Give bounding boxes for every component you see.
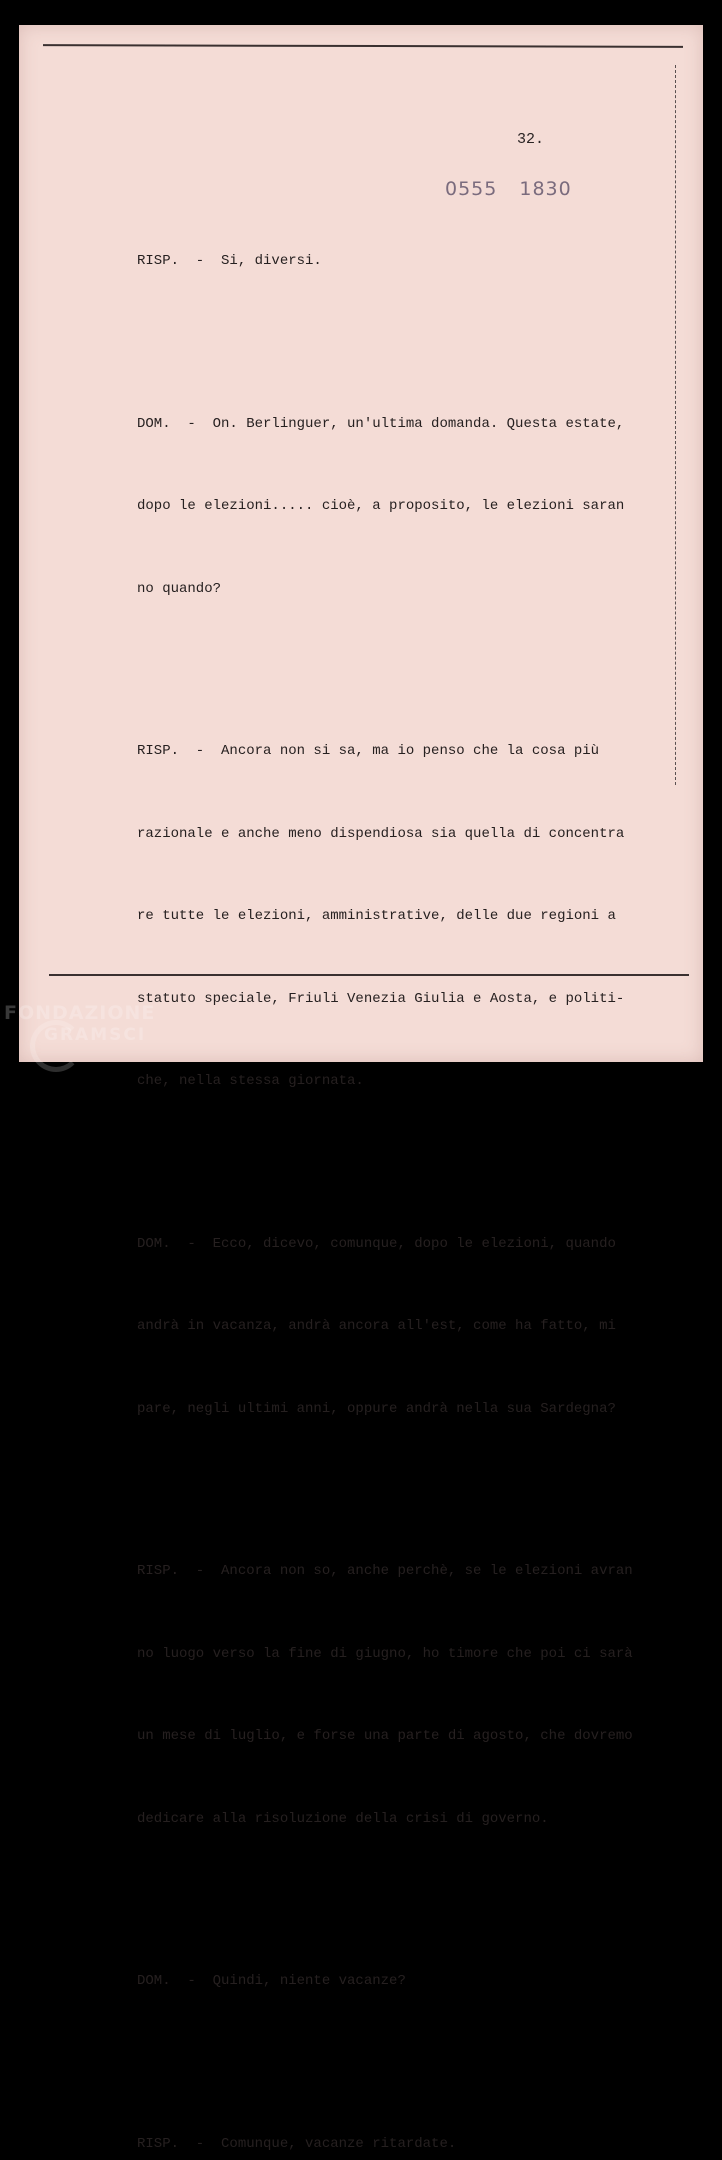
foundation-watermark <box>4 1002 155 1046</box>
text-line: statuto speciale, Friuli Venezia Giulia e Aosta, e politi- <box>137 986 637 1014</box>
text-line: RISP. - Ancora non so, anche perchè, se le elezioni avran <box>137 1558 637 1586</box>
text-line: dedicare alla risoluzione della crisi di governo. <box>137 1806 637 1834</box>
paragraph <box>137 683 637 1151</box>
document-page <box>19 25 703 1062</box>
top-rule <box>43 44 683 48</box>
right-margin-rule <box>675 65 677 785</box>
text-line: DOM. - On. Berlinguer, un'ultima domanda. Questa estate, <box>137 411 637 439</box>
text-line: andrà in vacanza, andrà ancora all'est, come ha fatto, mi <box>137 1313 637 1341</box>
text-line: un mese di luglio, e forse una parte di agosto, che dovremo <box>137 1723 637 1751</box>
paragraph <box>137 2076 637 2160</box>
text-line: DOM. - Quindi, niente vacanze? <box>137 1968 637 1996</box>
stamp-left-number: 0555 <box>445 178 497 200</box>
text-line: che, nella stessa giornata. <box>137 1068 637 1096</box>
text-line: dopo le elezioni..... cioè, a proposito, le elezioni saran <box>137 493 637 521</box>
stamp-right-number: 1830 <box>519 178 571 200</box>
bottom-rule <box>49 974 689 976</box>
watermark-line-2: GRAMSCI <box>44 1024 155 1046</box>
text-line: razionale e anche meno dispendiosa sia quella di concentra <box>137 821 637 849</box>
text-line: re tutte le elezioni, amministrative, delle due regioni a <box>137 903 637 931</box>
watermark-line-1: FONDAZIONE <box>4 1002 155 1024</box>
page-number: 32. <box>517 131 544 148</box>
text-line: RISP. - Ancora non si sa, ma io penso che la cosa più <box>137 738 637 766</box>
text-line: no luogo verso la fine di giugno, ho timore che poi ci sarà <box>137 1641 637 1669</box>
paragraph <box>137 1176 637 1479</box>
text-line: no quando? <box>137 576 637 604</box>
text-line: DOM. - Ecco, dicevo, comunque, dopo le elezioni, quando <box>137 1231 637 1259</box>
transcript-body <box>137 193 637 2160</box>
text-line: pare, negli ultimi anni, oppure andrà nella sua Sardegna? <box>137 1396 637 1424</box>
paragraph <box>137 193 637 331</box>
paragraph <box>137 1913 637 2051</box>
paragraph <box>137 356 637 659</box>
text-line: RISP. - Si, diversi. <box>137 248 637 276</box>
paragraph <box>137 1503 637 1888</box>
text-line: RISP. - Comunque, vacanze ritardate. <box>137 2131 637 2159</box>
